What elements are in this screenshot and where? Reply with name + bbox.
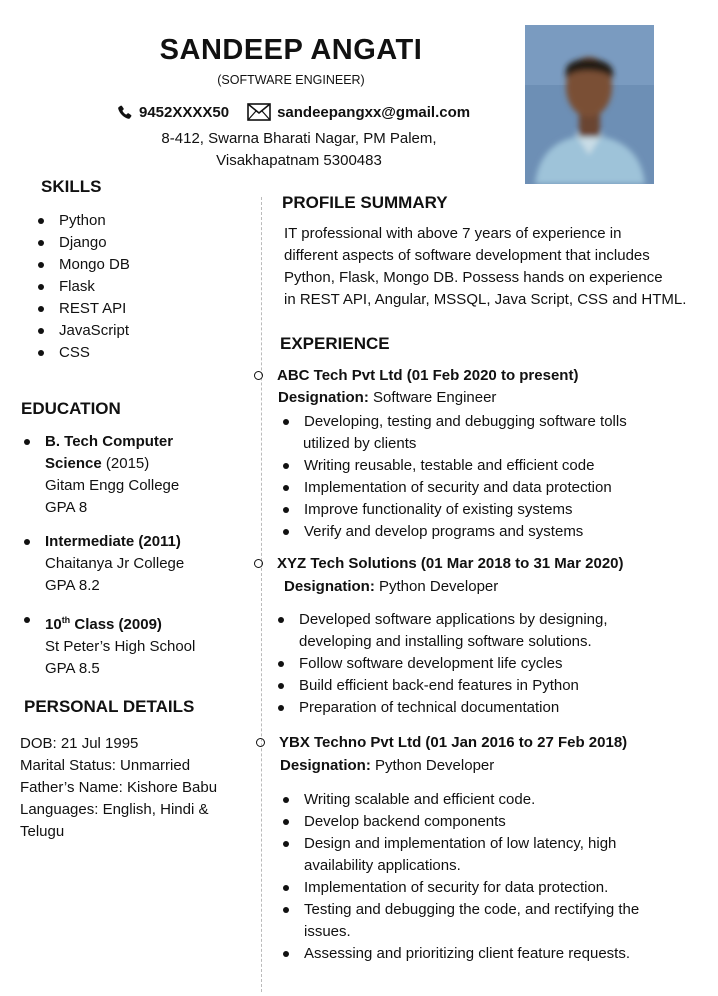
candidate-name: SANDEEP ANGATI	[159, 34, 423, 66]
profile-photo	[525, 25, 654, 184]
envelope-icon	[247, 103, 271, 121]
job-bullet: Testing and debugging the code, and rectifying the	[280, 899, 639, 921]
degree: 10th Class (2009)	[45, 615, 162, 633]
designation-value: Software Engineer	[368, 389, 497, 406]
education-item	[21, 609, 251, 680]
experience-title: EXPERIENCE	[280, 334, 390, 353]
job-bullet: Implementation of security for data protection.	[280, 877, 639, 899]
job-bullet: Design and implementation of low latency, high	[280, 833, 639, 855]
job-bullet: Improve functionality of existing systems	[280, 499, 627, 521]
designation-label: Designation:	[280, 757, 371, 774]
personal-line: Languages: English, Hindi &	[20, 801, 209, 818]
school: Gitam Engg College	[45, 477, 180, 494]
address-line: 8-412, Swarna Bharati Nagar, PM Palem,	[161, 130, 437, 147]
job-bullet: Follow software development life cycles	[275, 653, 608, 675]
job-company: YBX Techno Pvt Ltd (01 Jan 2016 to 27 Feb 2018)	[279, 734, 628, 751]
skill-item: Python	[35, 210, 130, 232]
phone-contact	[116, 104, 229, 121]
skill-item: Flask	[35, 276, 130, 298]
skill-item: CSS	[35, 342, 130, 364]
summary-line: IT professional with above 7 years of experience in	[284, 225, 622, 242]
email-address: sandeepangxx@gmail.com	[277, 103, 471, 121]
timeline-circle-icon	[256, 738, 265, 747]
job-designation	[278, 387, 496, 409]
job-bullet-continuation: availability applications.	[304, 857, 461, 874]
profile-summary-title: PROFILE SUMMARY	[282, 193, 448, 212]
summary-line: different aspects of software development that includes	[284, 247, 650, 264]
job-bullet: Develop backend components	[280, 811, 639, 833]
school: Chaitanya Jr College	[45, 555, 185, 572]
job-bullet: Implementation of security and data protection	[280, 477, 627, 499]
designation-value: Python Developer	[370, 757, 495, 774]
skill-item: Django	[35, 232, 130, 254]
job-designation	[284, 576, 498, 598]
job-company: ABC Tech Pvt Ltd (01 Feb 2020 to present)	[277, 367, 579, 384]
summary-line: in REST API, Angular, MSSQL, Java Script, CSS and HTML.	[284, 291, 687, 308]
job-designation	[280, 755, 494, 777]
degree: Intermediate (2011)	[45, 533, 181, 550]
job-bullet: Preparation of technical documentation	[275, 697, 608, 719]
column-divider	[261, 197, 262, 992]
education-item	[21, 531, 251, 597]
personal-line: Telugu	[20, 823, 65, 840]
job-bullet: Assessing and prioritizing client feature requests.	[280, 943, 639, 965]
skill-item: JavaScript	[35, 320, 130, 342]
candidate-role: (SOFTWARE ENGINEER)	[217, 73, 365, 87]
education-item	[21, 431, 251, 519]
job-company: XYZ Tech Solutions (01 Mar 2018 to 31 Mar 2020)	[277, 555, 624, 572]
timeline-circle-icon	[254, 371, 263, 380]
personal-line: Father’s Name: Kishore Babu	[20, 779, 218, 796]
gpa: GPA 8.2	[45, 577, 100, 594]
job-bullet: Build efficient back-end features in Python	[275, 675, 608, 697]
job-bullet: Developing, testing and debugging software tolls	[280, 411, 627, 433]
timeline-circle-icon	[254, 559, 263, 568]
personal-line: Marital Status: Unmarried	[20, 757, 191, 774]
year: (2015)	[105, 455, 150, 472]
skill-item: Mongo DB	[35, 254, 130, 276]
job-bullet-continuation: issues.	[304, 923, 351, 940]
job-bullet-continuation: utilized by clients	[303, 435, 417, 452]
personal-line: DOB: 21 Jul 1995	[20, 735, 139, 752]
designation-label: Designation:	[278, 389, 369, 406]
job-bullets	[280, 411, 627, 543]
summary-line: Python, Flask, Mongo DB. Possess hands on experience	[284, 269, 663, 286]
profile-summary	[284, 223, 686, 311]
job-bullets	[275, 609, 608, 719]
education-title: EDUCATION	[21, 399, 121, 418]
job-bullet: Verify and develop programs and systems	[280, 521, 627, 543]
skills-list	[35, 210, 130, 364]
job-bullet-continuation: developing and installing software solutions.	[299, 633, 592, 650]
skills-title: SKILLS	[41, 177, 102, 196]
personal-details	[20, 733, 217, 843]
designation-label: Designation:	[284, 578, 375, 595]
degree: B. Tech Computer	[45, 433, 174, 450]
designation-value: Python Developer	[374, 578, 499, 595]
address-line: Visakhapatnam 5300483	[216, 152, 382, 169]
degree: Science	[45, 455, 102, 472]
job-bullets	[280, 789, 639, 965]
job-bullet: Writing scalable and efficient code.	[280, 789, 639, 811]
job-bullet: Writing reusable, testable and efficient code	[280, 455, 627, 477]
personal-details-title: PERSONAL DETAILS	[24, 697, 195, 716]
school: St Peter’s High School	[45, 638, 196, 655]
skill-item: REST API	[35, 298, 130, 320]
address	[0, 128, 598, 172]
job-bullet: Developed software applications by designing,	[275, 609, 608, 631]
gpa: GPA 8	[45, 499, 88, 516]
contact-row	[116, 103, 470, 121]
email-contact	[247, 103, 470, 121]
education-list	[21, 431, 251, 692]
phone-icon	[116, 104, 133, 121]
phone-number: 9452XXXX50	[139, 103, 230, 121]
gpa: GPA 8.5	[45, 660, 100, 677]
